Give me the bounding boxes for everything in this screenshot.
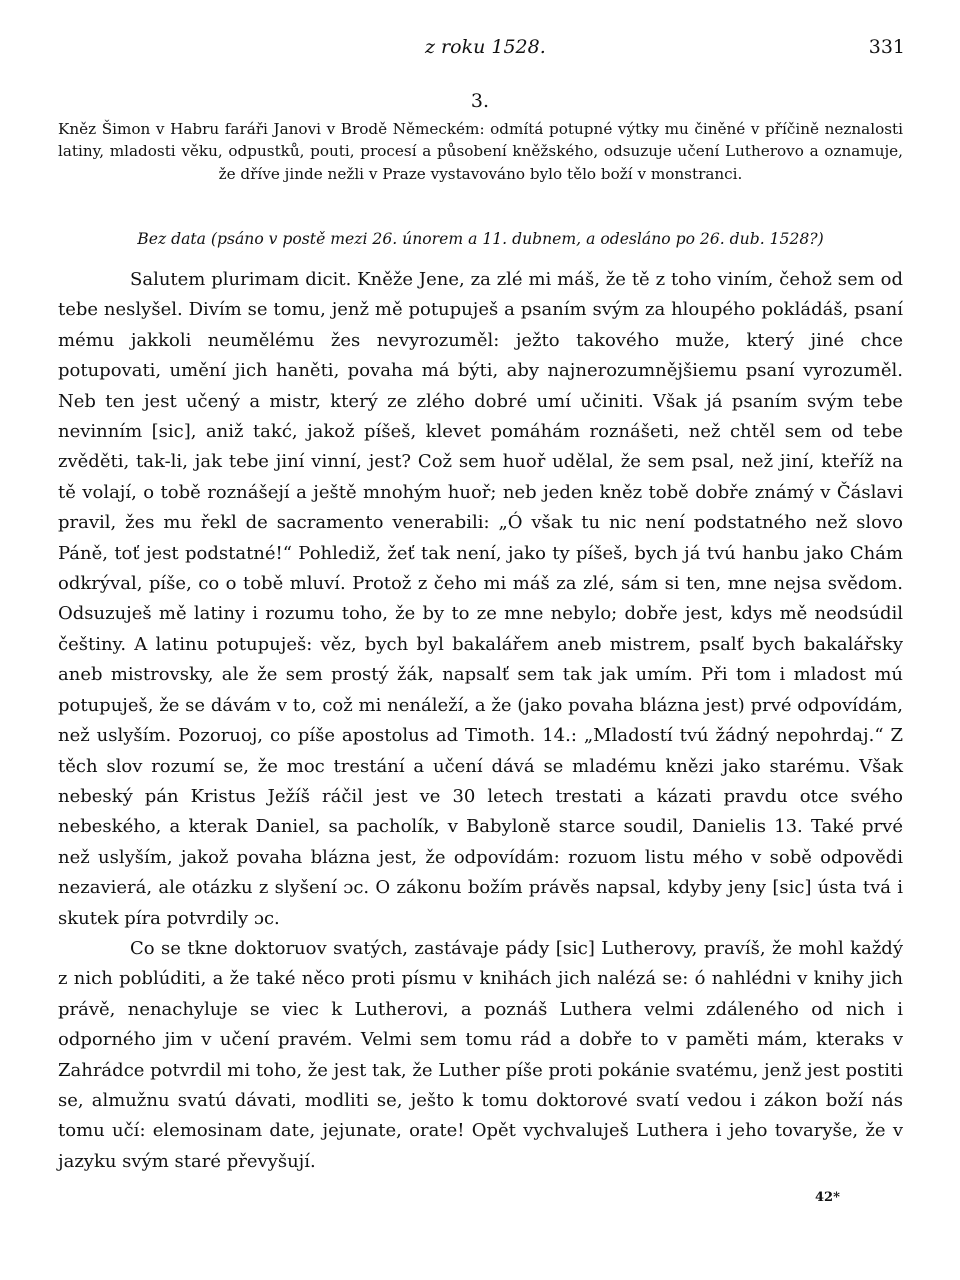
letter-body [58,265,903,1177]
running-title: z roku 1528. [425,36,546,58]
letter-summary: Kněz Šimon v Habru faráři Janovi v Brodě Německém: odmítá potupné výtky mu činěné v příčině neznalosti latiny, mladosti věku, odpustků, pouti, procesí a působení kněžského, odsuzuje učení Lutherovo a oznamuje, že dříve jinde nežli v Praze vystavováno bylo tělo boží v monstranci. [58,120,903,183]
signature-mark: 42* [815,1190,840,1205]
dating-note: Bez data (psáno v postě mezi 26. únorem a 11. dubnem, a odesláno po 26. dub. 1528?) [137,230,824,248]
running-header [0,36,960,66]
section-number: 3. [470,90,490,112]
body-paragraph: Salutem plurimam dicit. Kněže Jene, za zlé mi máš, že tě z toho viním, čehož sem od tebe neslyšel. Divím se tomu, jenž mě potupuješ a psaním svým za hloupého pokládáš, psaní mému jakkoli neumělému žes nevyrozuměl: ježto takového muže, který jiné chce potupovati, umění jich haněti, povaha má býti, aby najnerozumnějšiemu psaní vyrozuměl. Neb ten jest učený a mistr, který ze zlého dobré umí učiniti. Však já psaním svým tebe nevinním [sic], aniž takć, jakož píšeš, klevet pomáhám roznášeti, než chtěl sem od tebe zvěděti, tak-li, jak tebe jiní vinní, jest? Což sem huoř udělal, že sem psal, než jiní, kteříž na tě volají, o tobě roznášejí a ještě mnohým huoř; neb jeden kněz tobě dobře známý v Čáslavi pravil, žes mu řekl de sacramento venerabili: „Ó však tu nic není podstatného než slovo Páně, toť jest podstatné!“ Pohlediž, žeť tak není, jako ty píšeš, bych já tvú hanbu jako Chám odkrýval, píše, co o tobě mluví. Protož z čeho mi máš za zlé, sám si ten, mne nejsa svědom. Odsuzuješ mě latiny i rozumu toho, že by to ze mne nebylo; dobře jest, kdys mě neodsúdil češtiny. A latinu potupuješ: věz, bych byl bakalářem aneb mistrem, psalť bych bakalářsky aneb mistrovsky, ale že sem prostý žák, napsalť sem tak jak umím. Při tom i mladost mú potupuješ, že se dávám v to, což mi nenáleží, a že (jako povaha blázna jest) prvé odpovídám, než uslyším. Pozoruoj, co píše apostolus ad Timoth. 14.: „Mladostí tvú žádný nepohrdaj.“ Z těch slov rozumí se, že moc trestání a učení dává se mladému knězi jako starému. Však nebeský pán Kristus Ježíš ráčil jest ve 30 letech trestati a kázati pravdu otce svého nebeského, a kterak Daniel, sa pacholík, v Babyloně starce soudil, Danielis 13. Také prvé než uslyším, jakož povaha blázna jest, že odpovídám: rozuom listu mého v sobě odpovědi nezavierá, ale otázku z slyšení ɔc. O zákonu božím právěs napsal, kdyby jeny [sic] ústa tvá i skutek píra potvrdily ɔc. [58,269,903,929]
page-number: 331 [868,36,905,58]
body-paragraph: Co se tkne doktoruov svatých, zastávaje pády [sic] Lutherovy, pravíš, že mohl každý z nich poblúditi, a že také něco proti písmu v knihách jich nalézá se: ó nahlédni v knihy jich právě, nenachyluje se viec k Lutherovi, a poznáš Luthera velmi zdáleného od nich i odporného jim v učení pravém. Velmi sem tomu rád a dobře to v paměti mám, kteraks v Zahrádce potvrdil mi toho, že jest tak, že Luther píše proti pokánie svatému, jenž jest postiti se, almužnu svatú dávati, modliti se, ješto k tomu doktorové svatí vedou i zákon boží nás tomu učí: elemosinam date, jejunate, orate! Opět vychvaluješ Luthera i jeho tovaryše, že v jazyku svým staré převyšují. [58,937,904,1172]
